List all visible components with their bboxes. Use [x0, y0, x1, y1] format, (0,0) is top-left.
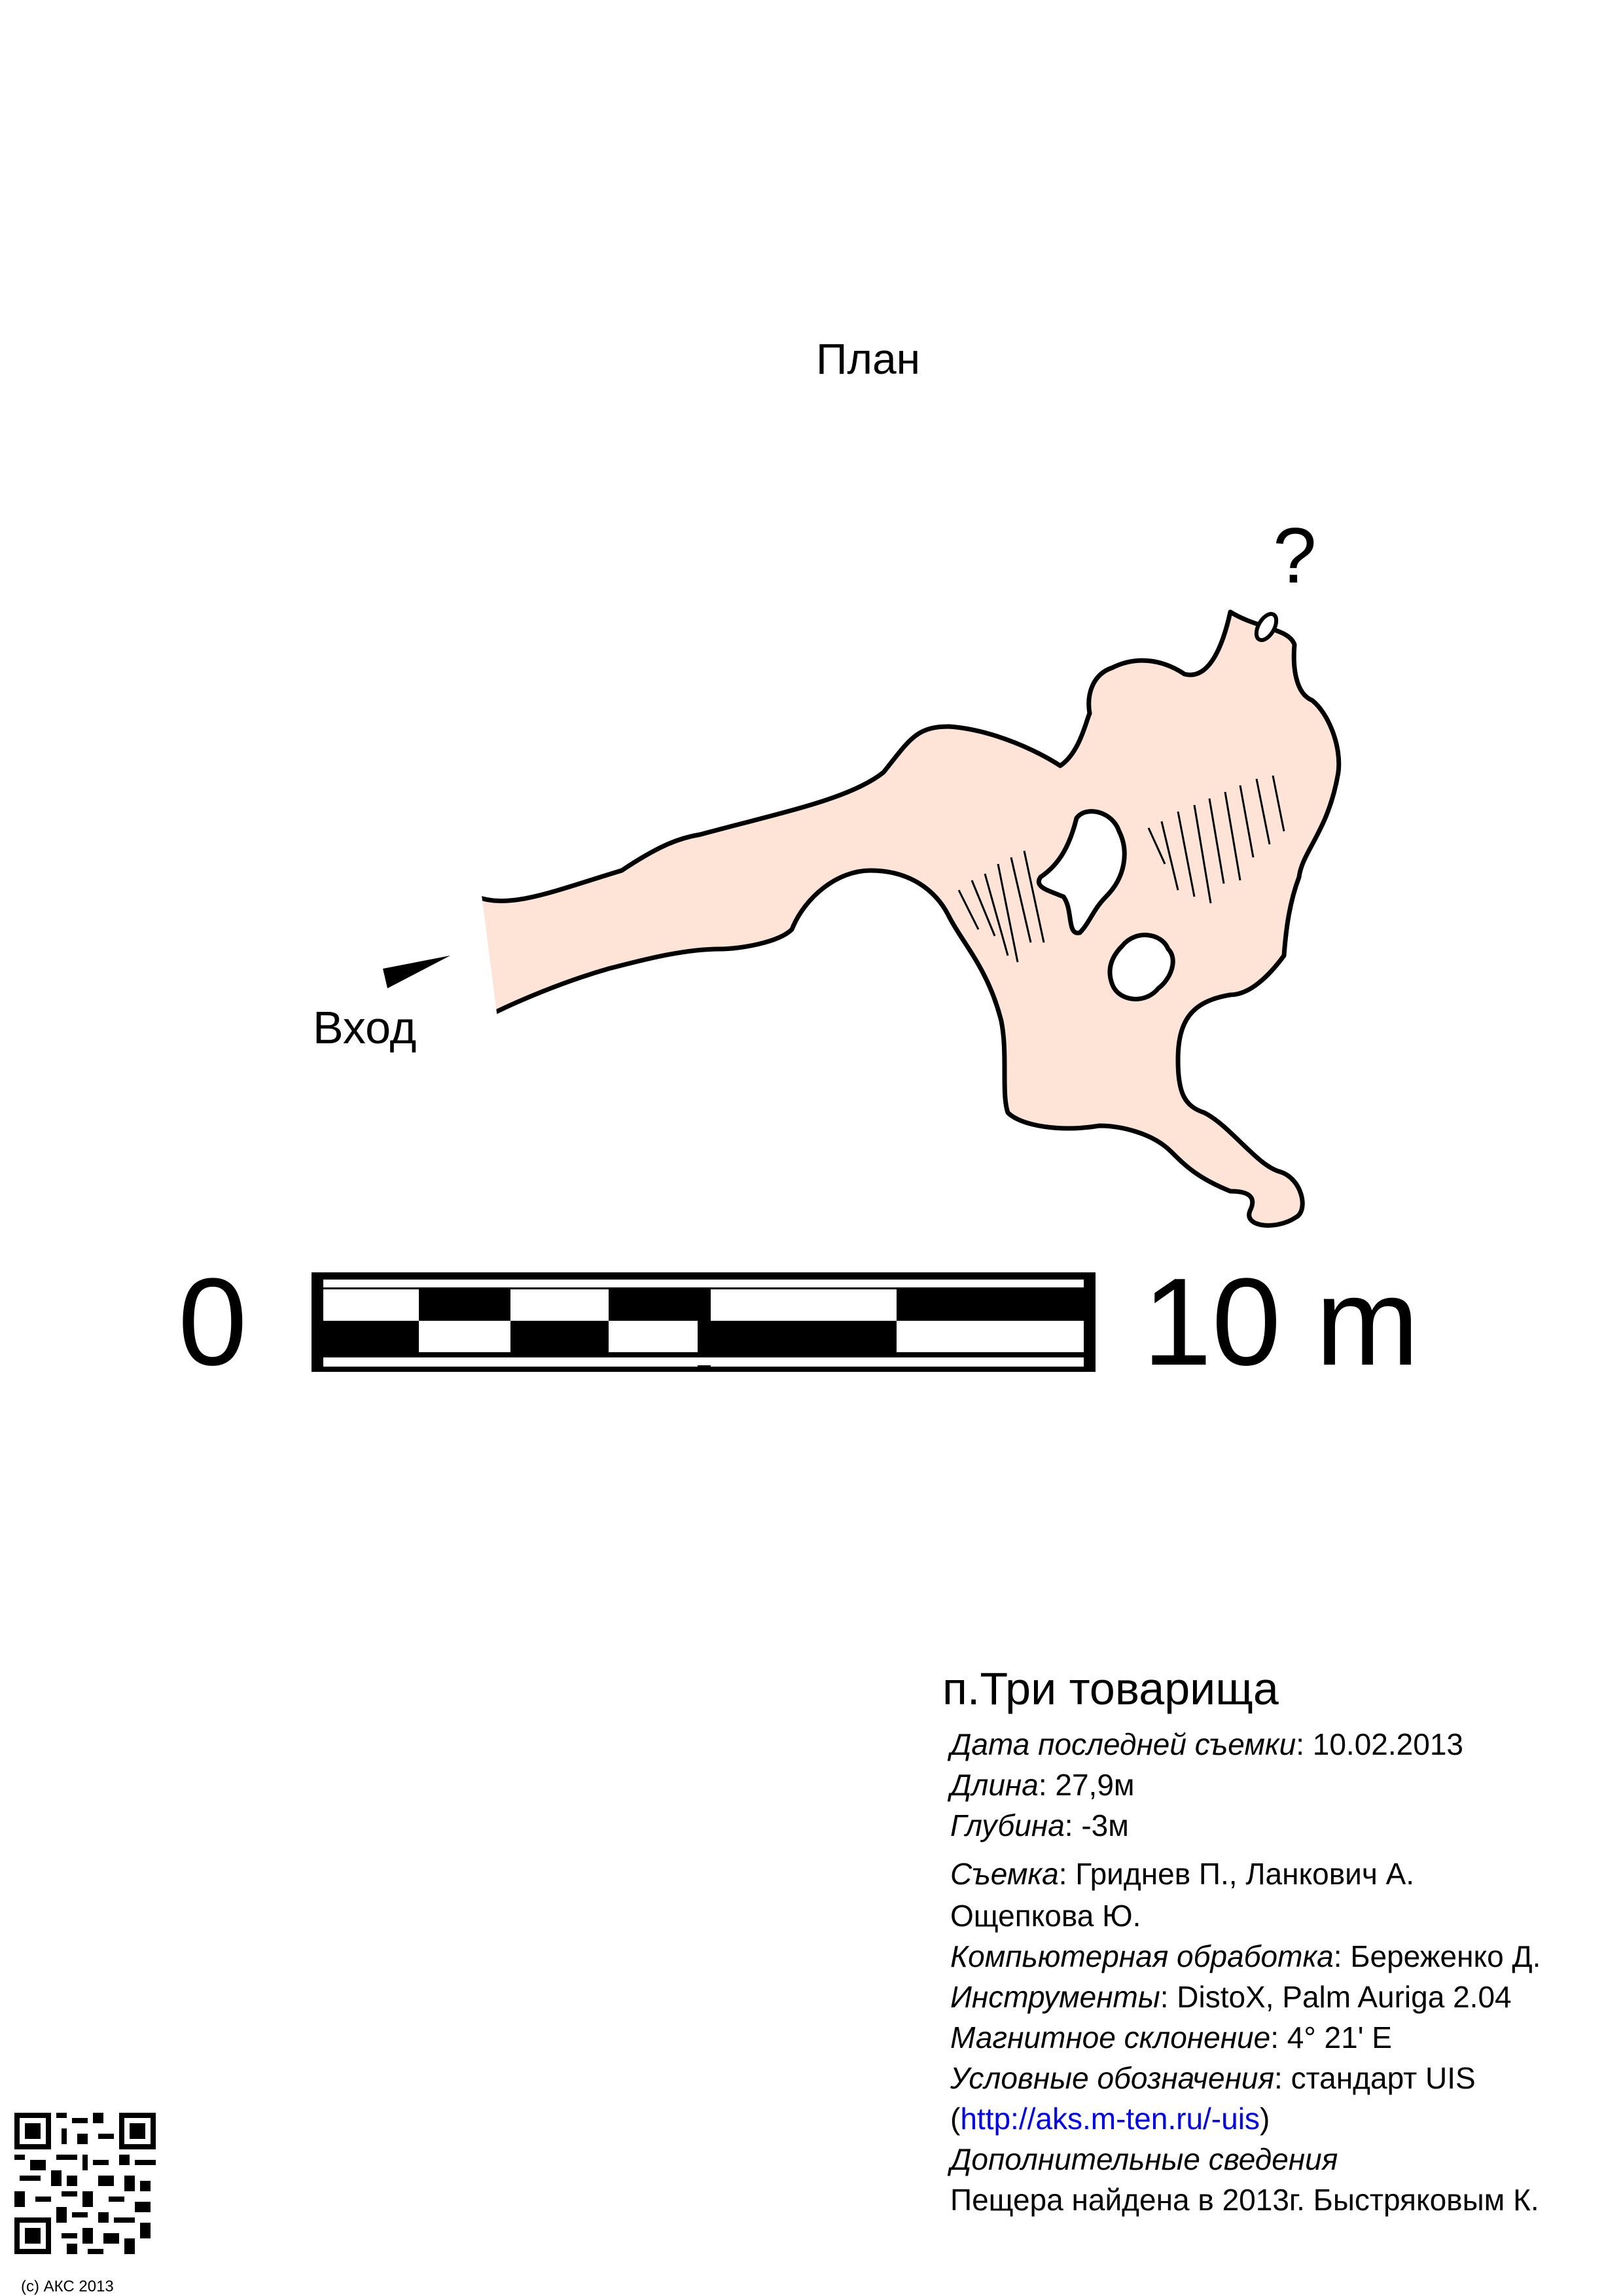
legend-link[interactable]: http://aks.m-ten.ru/-uis — [960, 2102, 1260, 2136]
entrance-arrow-icon — [383, 956, 450, 988]
info-declination: Магнитное склонение: 4° 21' E — [950, 2020, 1392, 2054]
info-additional-label: Дополнительные сведения — [950, 2142, 1338, 2176]
info-instruments: Инструменты: DistoX, Palm Auriga 2.04 — [950, 1980, 1512, 2014]
copyright-label: (c) АКС 2013 — [21, 2278, 114, 2295]
info-legend: Условные обозначения: стандарт UIS — [950, 2061, 1476, 2095]
cave-name: п.Три товарища — [942, 1663, 1279, 1714]
entrance-label: Вход — [313, 1002, 417, 1053]
qr-code-icon — [14, 2113, 156, 2254]
info-surveyors: Съемка: Гриднев П., Ланкович А. — [950, 1857, 1415, 1891]
info-surveyors-cont: Ощепкова Ю. — [950, 1899, 1141, 1933]
info-length: Длина: 27,9м — [950, 1768, 1135, 1802]
question-mark-label: ? — [1273, 512, 1317, 600]
scale-end-label: 10 m — [1143, 1253, 1419, 1391]
plan-title: План — [816, 334, 921, 383]
scale-bar — [314, 1275, 1093, 1369]
info-depth: Глубина: -3м — [950, 1808, 1129, 1842]
scale-start-label: 0 — [178, 1253, 247, 1391]
info-processing: Компьютерная обработка: Береженко Д. — [950, 1939, 1541, 1973]
info-survey-date: Дата последней съемки: 10.02.2013 — [950, 1727, 1463, 1761]
cave-passage-outline — [476, 612, 1339, 1225]
info-legend-link-line: (http://aks.m-ten.ru/-uis) — [950, 2102, 1270, 2136]
info-additional: Пещера найдена в 2013г. Быстряковым К. — [950, 2183, 1539, 2217]
